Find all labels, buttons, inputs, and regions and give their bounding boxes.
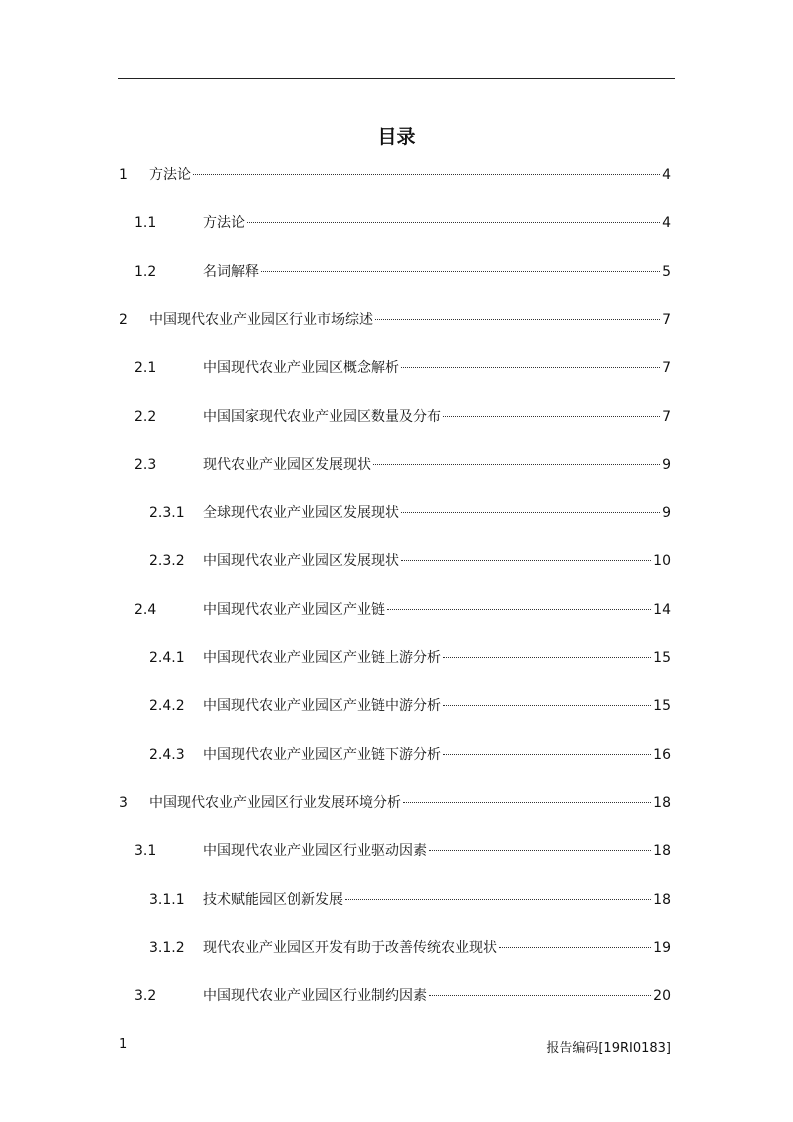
- toc-dot-leader: [403, 802, 651, 803]
- toc-entry-title: 中国现代农业产业园区概念解析: [203, 360, 399, 377]
- toc-entry-title: 现代农业产业园区发展现状: [203, 456, 371, 473]
- toc-dot-leader: [401, 367, 660, 368]
- toc-entry-page: 15: [653, 698, 671, 715]
- toc-dot-leader: [443, 705, 651, 706]
- toc-entry-number: 1.1: [134, 215, 157, 232]
- toc-entry-number: 2.4.1: [149, 650, 185, 666]
- toc-entry-number: 2.3: [134, 456, 157, 473]
- toc-entry-title: 现代农业产业园区开发有助于改善传统农业现状: [203, 939, 497, 956]
- toc-entry-number: 2.1: [134, 360, 157, 377]
- toc-entry-page: 5: [662, 263, 671, 280]
- toc-entry[interactable]: [119, 212, 671, 234]
- toc-entry-page: 15: [653, 650, 671, 666]
- toc-entry-page: 18: [653, 843, 671, 860]
- toc-entry-title: 中国现代农业产业园区发展现状: [203, 553, 399, 570]
- toc-entry[interactable]: [119, 261, 671, 283]
- toc-entry-title: 名词解释: [203, 263, 259, 280]
- toc-entry-title: 中国现代农业产业园区行业制约因素: [203, 988, 427, 1005]
- footer-report-code: 报告编码[19RI0183]: [546, 1041, 671, 1056]
- toc-entry-page: 7: [662, 360, 671, 377]
- toc-entry-number: 2.3.1: [149, 505, 185, 522]
- toc-entry[interactable]: [119, 889, 671, 911]
- toc-entry[interactable]: [119, 647, 671, 669]
- toc-entry-number: 2.3.2: [149, 553, 185, 570]
- toc-entry-number: 3.1.1: [149, 891, 185, 908]
- toc-entry-number: 1.2: [134, 263, 157, 280]
- toc-entry-number: 3.2: [134, 988, 157, 1005]
- toc-entry-page: 9: [662, 456, 671, 473]
- toc-entry-number: 3: [119, 794, 128, 811]
- toc-entry[interactable]: [119, 309, 671, 331]
- toc-entry[interactable]: [119, 792, 671, 814]
- toc-entry-title: 方法论: [149, 167, 191, 183]
- toc-entry-title: 中国现代农业产业园区行业发展环境分析: [149, 794, 401, 811]
- toc-entry-number: 3.1: [134, 843, 157, 860]
- toc-entry-page: 16: [653, 746, 671, 763]
- toc-entry[interactable]: [119, 744, 671, 766]
- toc-entry-page: 7: [662, 408, 671, 425]
- toc-entry-number: 2: [119, 311, 128, 328]
- toc-dot-leader: [387, 609, 651, 610]
- toc-entry-title: 中国现代农业产业园区产业链上游分析: [203, 650, 441, 666]
- toc-entry-title: 技术赋能园区创新发展: [203, 891, 343, 908]
- toc-dot-leader: [373, 464, 660, 465]
- toc-entry[interactable]: [119, 840, 671, 862]
- toc-entry-title: 全球现代农业产业园区发展现状: [203, 505, 399, 522]
- toc-entry[interactable]: [119, 454, 671, 476]
- toc-dot-leader: [499, 947, 651, 948]
- toc-entry-title: 方法论: [203, 215, 245, 232]
- toc-entry[interactable]: [119, 599, 671, 621]
- toc-entry-number: 3.1.2: [149, 939, 185, 956]
- toc-entry[interactable]: [119, 937, 671, 959]
- toc-entry-number: 2.4.3: [149, 746, 185, 763]
- toc-entry[interactable]: [119, 550, 671, 572]
- toc-dot-leader: [401, 560, 651, 561]
- toc-entry-page: 9: [662, 505, 671, 522]
- toc-entry-title: 中国现代农业产业园区产业链: [203, 601, 385, 618]
- toc-entry-page: 10: [653, 553, 671, 570]
- toc-dot-leader: [443, 657, 651, 658]
- header-rule: [118, 78, 675, 79]
- toc-entry[interactable]: [119, 695, 671, 717]
- toc-entry-number: 2.4.2: [149, 698, 185, 715]
- toc-entry-page: 7: [662, 311, 671, 328]
- toc-dot-leader: [193, 174, 660, 175]
- toc-entry-title: 中国现代农业产业园区行业驱动因素: [203, 843, 427, 860]
- toc-entry-number: 1: [119, 167, 128, 183]
- toc-entry[interactable]: [119, 985, 671, 1007]
- toc-entry-title: 中国现代农业产业园区产业链中游分析: [203, 698, 441, 715]
- toc-entry-page: 18: [653, 794, 671, 811]
- toc-dot-leader: [443, 754, 651, 755]
- toc-entry-page: 4: [662, 167, 671, 183]
- toc-entry[interactable]: [119, 357, 671, 379]
- toc-entry-title: 中国国家现代农业产业园区数量及分布: [203, 408, 441, 425]
- toc-entry[interactable]: [119, 164, 671, 186]
- toc-entry-page: 14: [653, 601, 671, 618]
- toc-entry-page: 4: [662, 215, 671, 232]
- toc-entry-page: 18: [653, 891, 671, 908]
- toc-dot-leader: [443, 416, 660, 417]
- toc-dot-leader: [401, 512, 660, 513]
- toc-dot-leader: [429, 995, 651, 996]
- toc-title: 目录: [377, 126, 416, 148]
- toc-entry-number: 2.4: [134, 601, 157, 618]
- toc-dot-leader: [247, 222, 660, 223]
- toc-entry-title: 中国现代农业产业园区产业链下游分析: [203, 746, 441, 763]
- toc-entry-number: 2.2: [134, 408, 157, 425]
- toc-dot-leader: [261, 271, 660, 272]
- toc-entry-page: 19: [653, 939, 671, 956]
- toc-dot-leader: [375, 319, 660, 320]
- toc-entry-page: 20: [653, 988, 671, 1005]
- toc-dot-leader: [345, 899, 651, 900]
- toc-entry[interactable]: [119, 406, 671, 428]
- toc-entry-title: 中国现代农业产业园区行业市场综述: [149, 311, 373, 328]
- toc-entry[interactable]: [119, 502, 671, 524]
- footer-page-number: 1: [119, 1037, 128, 1052]
- toc-dot-leader: [429, 850, 651, 851]
